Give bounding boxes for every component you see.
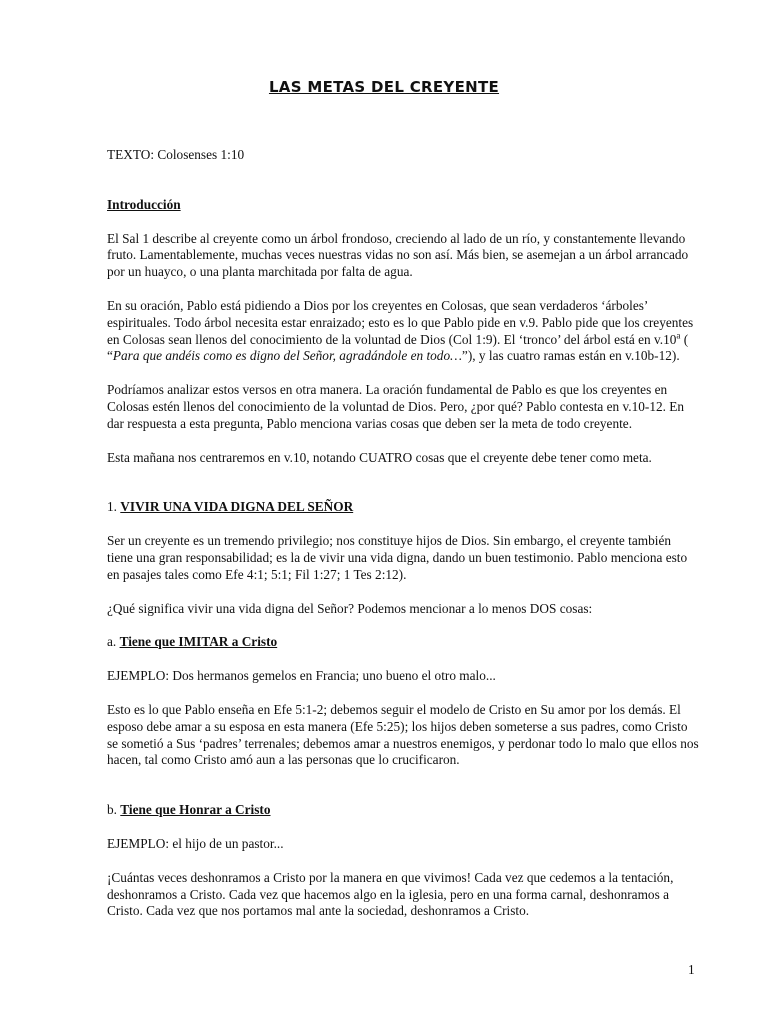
subsection-b-heading xyxy=(107,802,699,819)
paragraph-2-superscript: a xyxy=(676,330,681,341)
paragraph-3: Podríamos analizar estos versos en otra manera. La oración fundamental de Pablo es que los creyentes en Colosas estén llenos del conocimiento de la voluntad de Dios. Pero, ¿por qué? Pablo contesta en v.10-12. En dar respuesta a esta pregunta, Pablo menciona varias cosas que deben ser la meta de todo creyente. xyxy=(107,382,685,431)
paragraph-4: Esta mañana nos centraremos en v.10, notando CUATRO cosas que el creyente debe tener como meta. xyxy=(107,449,652,465)
subsection-a-title: Tiene que IMITAR a Cristo xyxy=(119,634,278,650)
subsection-b-label: b. xyxy=(107,802,121,818)
texto-reference: TEXTO: Colosenses 1:10 xyxy=(107,147,245,162)
paragraph-9: EJEMPLO: el hijo de un pastor... xyxy=(107,835,284,851)
paragraph-7: EJEMPLO: Dos hermanos gemelos en Francia; uno bueno el otro malo... xyxy=(107,668,496,684)
paragraph-2-text-a: En su oración, Pablo está pidiendo a Dios por los creyentes en Colosas, que sean verdaderos ‘árboles’ espirituales. Todo árbol necesita estar enraizado; esto es lo que Pablo pide en v.9. Pablo pide que los creyentes en Colosas sean llenos del conocimiento de la voluntad de Dios (Col 1:9). El ‘tronco’ del árbol está en v.10 xyxy=(107,297,694,347)
page-number: 1 xyxy=(688,962,695,977)
paragraph-2-quote: Para que andéis como es digno del Señor, agradándole en todo… xyxy=(112,348,462,364)
section-1-title: VIVIR UNA VIDA DIGNA DEL SEÑOR xyxy=(120,499,354,515)
paragraph-2-text-b: ( “ xyxy=(107,331,689,364)
paragraph-5: Ser un creyente es un tremendo privilegio; nos constituye hijos de Dios. Sin embargo, el creyente también tiene una gran responsabilidad; es la de vivir una vida digna, dando un buen testimonio. Pablo menciona esto en pasajes tales como Efe 4:1; 5:1; Fil 1:27; 1 Tes 2:12). xyxy=(107,533,688,582)
subsection-a-label: a. xyxy=(107,634,120,650)
subsection-a-heading xyxy=(107,634,699,651)
document-title: LAS METAS DEL CREYENTE xyxy=(268,78,500,96)
section-1-heading xyxy=(107,499,699,516)
subsection-b-title: Tiene que Honrar a Cristo xyxy=(120,802,271,818)
section-1-number: 1. xyxy=(107,499,121,515)
document-body xyxy=(107,147,699,920)
paragraph-2 xyxy=(107,298,699,365)
intro-heading: Introducción xyxy=(107,196,181,212)
paragraph-8: Esto es lo que Pablo enseña en Efe 5:1-2; debemos seguir el modelo de Cristo en Su amor por los demás. El esposo debe amar a su esposa en esta manera (Efe 5:25); los hijos deben someterse a sus padres, como Cristo se sometió a Sus ‘padres’ terrenales; debemos amar a nuestros enemigos, y perdonar todo lo malo que ellos nos hacen, tal como Cristo amó aun a las personas que lo crucificaron. xyxy=(107,701,699,768)
paragraph-6: ¿Qué significa vivir una vida digna del Señor? Podemos mencionar a lo menos DOS cosas: xyxy=(107,600,593,616)
paragraph-1: El Sal 1 describe al creyente como un árbol frondoso, creciendo al lado de un río, y constantemente llevando fruto. Lamentablemente, muchas veces nuestras vidas no son así. Más bien, se asemejan a un árbol arrancado por un huayco, o una planta marchitada por falta de agua. xyxy=(107,230,689,280)
paragraph-10: ¡Cuántas veces deshonramos a Cristo por la manera en que vivimos! Cada vez que cedemos a la tentación, deshonramos a Cristo. Cada vez que hacemos algo en la iglesia, pero en una forma carnal, deshonramos a Cristo. Cada vez que nos portamos mal ante la sociedad, deshonramos a Cristo. xyxy=(107,869,674,919)
paragraph-2-text-c: ”), y las cuatro ramas están en v.10b-12). xyxy=(461,348,680,364)
